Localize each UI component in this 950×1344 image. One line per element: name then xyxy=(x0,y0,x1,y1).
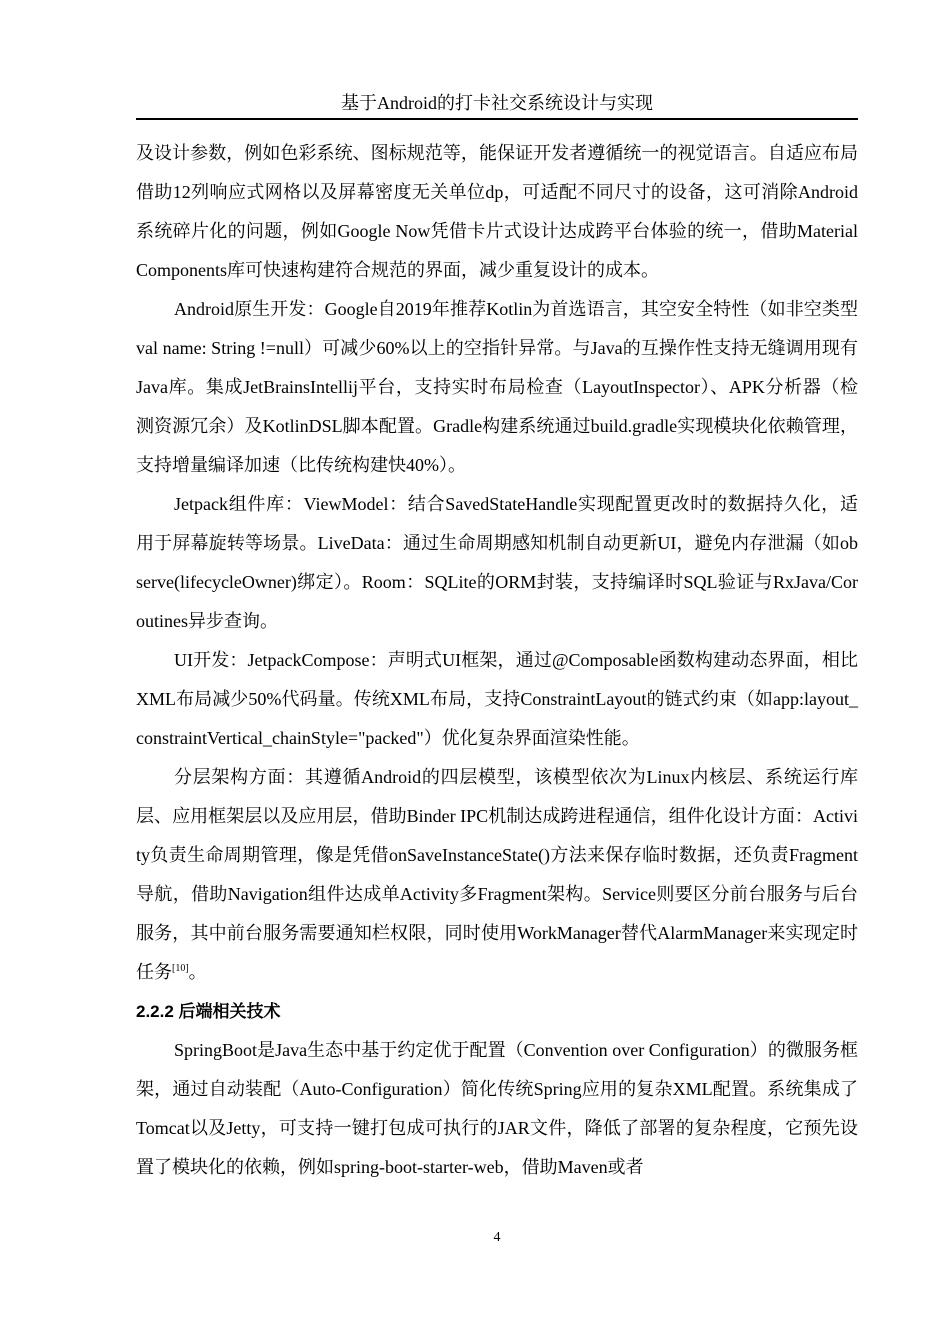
paragraph-springboot: SpringBoot是Java生态中基于约定优于配置（Convention over Configuration）的微服务框架，通过自动装配（Auto-Configuration）简化传统Spring应用的复杂XML配置。系统集成了Tomcat以及Jetty，可支持一键打包成可执行的JAR文件，降低了部署的复杂程度，它预先设置了模块化的依赖，例如spring-boot-starter-web，借助Maven或者 xyxy=(136,1040,858,1177)
header-rule xyxy=(136,118,858,120)
paragraph-android-native-development: Android原生开发：Google自2019年推荐Kotlin为首选语言，其空安全特性（如非空类型val name: String !=null）可减少60%以上的空指针异常。与Java的互操作性支持无缝调用现有Java库。集成JetBrainsIntellij平台，支持实时布局检查（LayoutInspector）、APK分析器（检测资源冗余）及KotlinDSL脚本配置。Gradle构建系统通过build.gradle实现模块化依赖管理，支持增量编译加速（比传统构建快40%）。 xyxy=(136,299,858,475)
paragraph-layered-architecture xyxy=(136,758,858,992)
body-text xyxy=(136,134,858,1187)
paragraph-end-punctuation: 。 xyxy=(188,962,207,982)
section-heading-backend: 2.2.2 后端相关技术 xyxy=(136,1002,281,1021)
citation-reference: [10] xyxy=(172,963,189,974)
paragraph-layered-architecture-text: 分层架构方面：其遵循Android的四层模型，该模型依次为Linux内核层、系统运行库层、应用框架层以及应用层，借助Binder IPC机制达成跨进程通信，组件化设计方面：Activity负责生命周期管理，像是凭借onSaveInstanceState()方法来保存临时数据，还负责Fragment导航，借助Navigation组件达成单Activity多Fragment架构。Service则要区分前台服务与后台服务，其中前台服务需要通知栏权限，同时使用WorkManager替代AlarmManager来实现定时任务 xyxy=(136,767,858,982)
page-number: 4 xyxy=(493,1230,501,1245)
running-header: 基于Android的打卡社交系统设计与实现 xyxy=(341,93,653,113)
paragraph-ui-development: UI开发：JetpackCompose：声明式UI框架，通过@Composable函数构建动态界面，相比XML布局减少50%代码量。传统XML布局，支持ConstraintLayout的链式约束（如app:layout_constraintVertical_chainStyle="packed"）优化复杂界面渲染性能。 xyxy=(136,650,858,748)
paragraph-jetpack-components: Jetpack组件库：ViewModel：结合SavedStateHandle实现配置更改时的数据持久化，适用于屏幕旋转等场景。LiveData：通过生命周期感知机制自动更新UI，避免内存泄漏（如observe(lifecycleOwner)绑定）。Room：SQLite的ORM封装，支持编译时SQL验证与RxJava/Coroutines异步查询。 xyxy=(136,494,858,631)
paragraph-material-design-continued: 及设计参数，例如色彩系统、图标规范等，能保证开发者遵循统一的视觉语言。自适应布局借助12列响应式网格以及屏幕密度无关单位dp，可适配不同尺寸的设备，这可消除Android系统碎片化的问题，例如Google Now凭借卡片式设计达成跨平台体验的统一，借助Material Components库可快速构建符合规范的界面，减少重复设计的成本。 xyxy=(136,143,858,280)
